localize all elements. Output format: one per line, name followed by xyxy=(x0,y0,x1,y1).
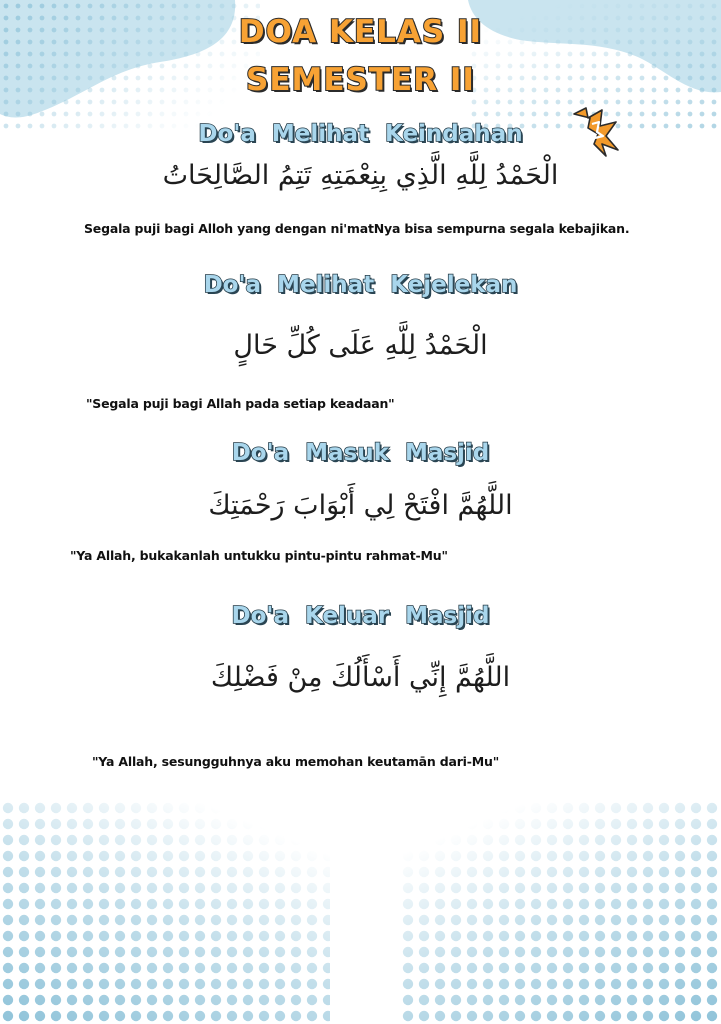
page-title-line-2: SEMESTER II xyxy=(246,62,475,98)
arabic-text-masuk-masjid: اللَّهُمَّ افْتَحْ لِي أَبْوَابَ رَحْمَتِكَ xyxy=(208,490,513,521)
section-heading-masuk-masjid: Do'a Masuk Masjid xyxy=(231,440,490,466)
translation-melihat-keindahan: Segala puji bagi Alloh yang dengan ni'matNya bisa sempurna segala kebajikan. xyxy=(84,221,630,236)
section-heading-keluar-masjid: Do'a Keluar Masjid xyxy=(231,603,490,629)
translation-masuk-masjid: "Ya Allah, bukakanlah untukku pintu-pintu rahmat-Mu" xyxy=(70,548,448,563)
translation-keluar-masjid: "Ya Allah, sesungguhnya aku memohan keutamān dari-Mu" xyxy=(92,754,500,769)
arabic-text-melihat-kejelekan: الْحَمْدُ لِلَّهِ عَلَى كُلِّ حَالٍ xyxy=(233,330,488,361)
translation-melihat-kejelekan: "Segala puji bagi Allah pada setiap keadaan" xyxy=(86,396,395,411)
section-heading-melihat-kejelekan: Do'a Melihat Kejelekan xyxy=(203,272,518,298)
section-heading-melihat-keindahan: Do'a Melihat Keindahan xyxy=(198,121,523,147)
arabic-text-melihat-keindahan: الْحَمْدُ لِلَّهِ الَّذِي بِنِعْمَتِهِ تَتِمُ الصَّالِحَاتُ xyxy=(162,160,559,191)
arabic-text-keluar-masjid: اللَّهُمَّ إِنِّي أَسْأَلُكَ مِنْ فَضْلِكَ xyxy=(210,662,511,693)
page-title-line-1: DOA KELAS II xyxy=(238,14,483,50)
